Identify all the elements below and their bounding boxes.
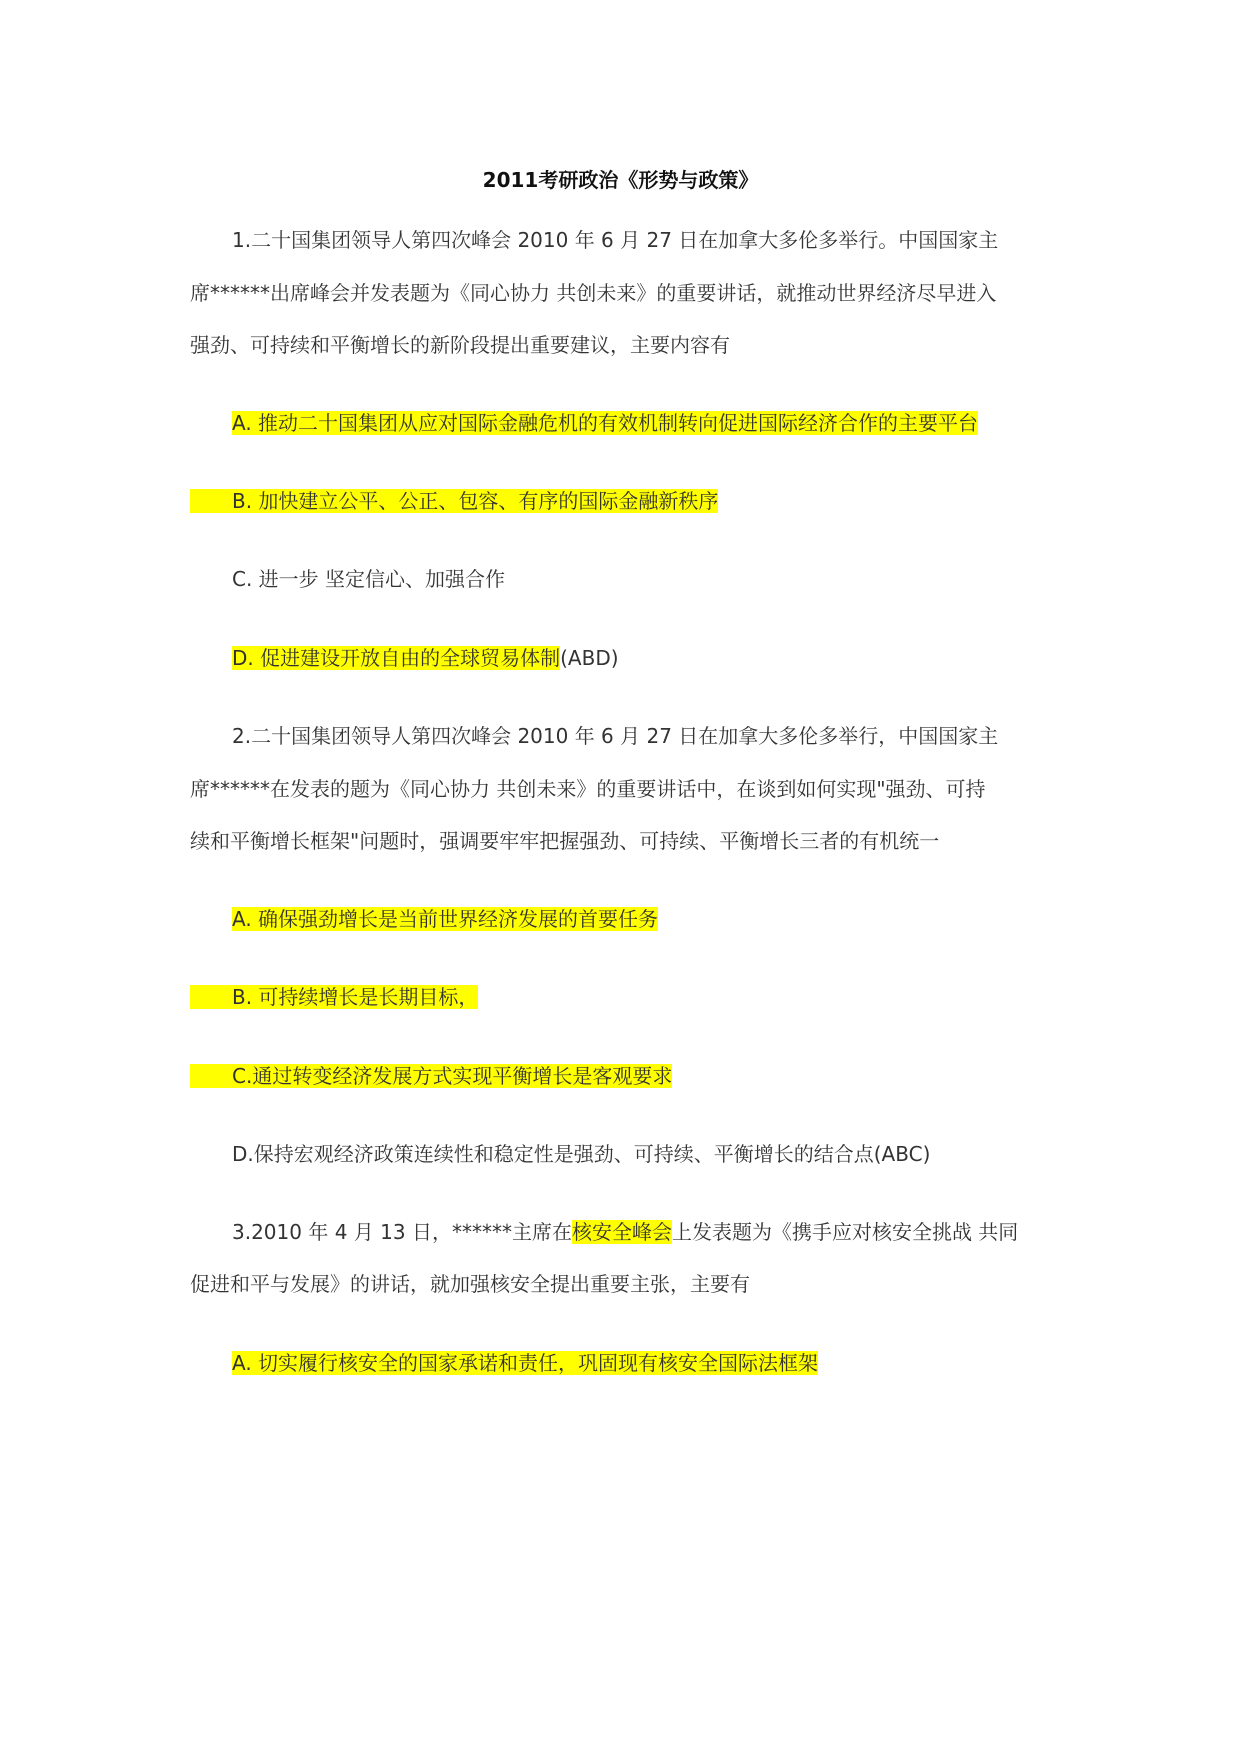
- q2-option-c: [190, 1061, 672, 1091]
- q3-stem-line-1: [232, 1217, 1018, 1247]
- q2-option-d: [232, 1139, 930, 1169]
- q1-stem-line-2: 席******出席峰会并发表题为《同心协力 共创未来》的重要讲话，就推动世界经济尽早进入: [190, 281, 997, 305]
- q2-stem-line-2: 席******在发表的题为《同心协力 共创未来》的重要讲话中，在谈到如何实现"强劲、可持: [190, 777, 986, 801]
- document-title: 2011考研政治《形势与政策》: [482, 168, 759, 192]
- q2-option-d-text: D.保持宏观经济政策连续性和稳定性是强劲、可持续、平衡增长的结合点(ABC): [232, 1142, 931, 1166]
- q1-answer: (ABD): [560, 646, 619, 670]
- q2-option-a-text: A. 确保强劲增长是当前世界经济发展的首要任务: [232, 907, 659, 931]
- q1-option-a: [232, 408, 978, 438]
- q1-option-b-text: B. 加快建立公平、公正、包容、有序的国际金融新秩序: [190, 489, 718, 513]
- q3-stem-line-2: 促进和平与发展》的讲话，就加强核安全提出重要主张，主要有: [190, 1272, 750, 1296]
- q2-option-b-text: B. 可持续增长是长期目标，: [190, 985, 478, 1009]
- q2-stem-line-1: 2.二十国集团领导人第四次峰会 2010 年 6 月 27 日在加拿大多伦多举行，中国国家主: [232, 724, 999, 748]
- q1-option-a-text: A. 推动二十国集团从应对国际金融危机的有效机制转向促进国际经济合作的主要平台: [232, 411, 979, 435]
- q2-option-a: [232, 904, 658, 934]
- q1-stem-line-3: 强劲、可持续和平衡增长的新阶段提出重要建议，主要内容有: [190, 333, 730, 357]
- q1-option-d-text: D. 促进建设开放自由的全球贸易体制: [232, 646, 561, 670]
- q1-option-c: [232, 564, 505, 594]
- q3-option-a-text: A. 切实履行核安全的国家承诺和责任，巩固现有核安全国际法框架: [232, 1351, 819, 1375]
- q2-option-c-text: C.通过转变经济发展方式实现平衡增长是客观要求: [190, 1064, 672, 1088]
- q1-stem-line-1: 1.二十国集团领导人第四次峰会 2010 年 6 月 27 日在加拿大多伦多举行。中国国家主: [232, 228, 999, 252]
- q1-option-b: [190, 486, 718, 516]
- q3-option-a: [232, 1348, 818, 1378]
- q3-stem-line-1-post: 上发表题为《携手应对核安全挑战 共同: [671, 1220, 1019, 1244]
- q3-stem-highlight: 核安全峰会: [571, 1220, 672, 1244]
- q2-stem-line-3: 续和平衡增长框架"问题时，强调要牢牢把握强劲、可持续、平衡增长三者的有机统一: [190, 829, 940, 853]
- q2-option-b: [190, 982, 478, 1012]
- q1-option-d: [232, 643, 619, 673]
- q3-stem-line-1-pre: 3.2010 年 4 月 13 日，******主席在: [232, 1220, 572, 1244]
- q1-option-c-text: C. 进一步 坚定信心、加强合作: [232, 567, 506, 591]
